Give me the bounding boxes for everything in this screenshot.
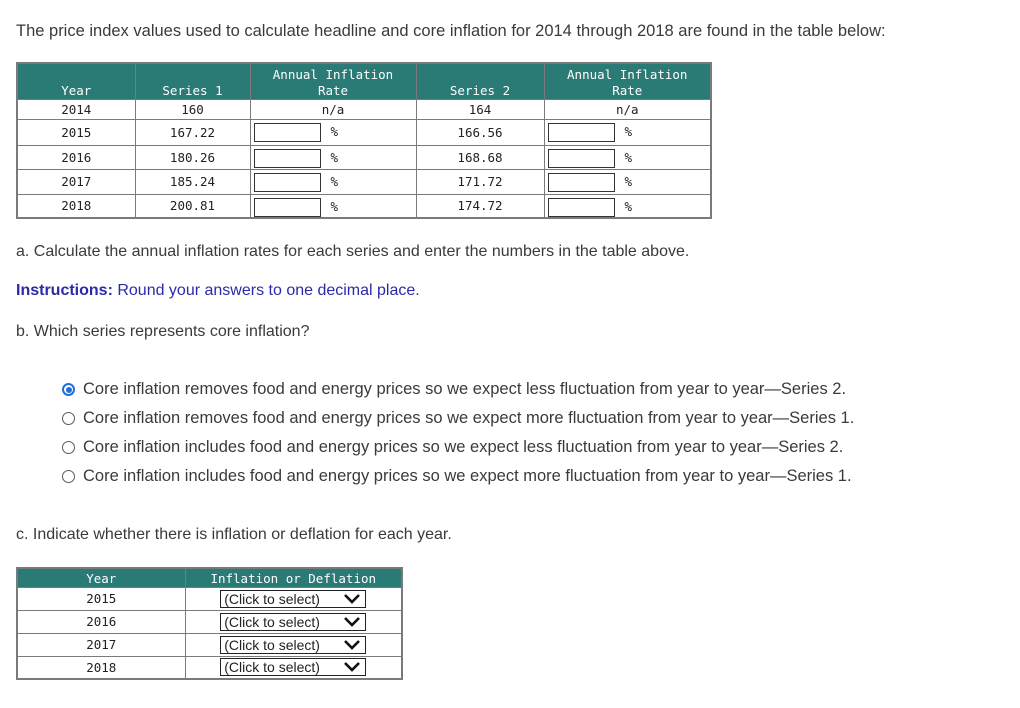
rate-1-cell <box>250 119 416 145</box>
rate-1-cell <box>250 145 416 169</box>
table-row <box>17 610 402 633</box>
rate-1-input-2016[interactable] <box>254 149 321 168</box>
radio-selected-icon[interactable] <box>62 383 75 396</box>
percent-sign: % <box>624 173 633 189</box>
question-c: c. Indicate whether there is inflation or deflation for each year. <box>16 526 452 543</box>
inflation-select-2017[interactable] <box>220 636 366 654</box>
price-index-table <box>16 62 712 219</box>
chevron-down-icon <box>343 661 361 673</box>
table-row <box>17 99 711 119</box>
option-3[interactable] <box>62 438 843 457</box>
year-cell: 2017 <box>17 169 135 194</box>
year-cell: 2015 <box>17 119 135 145</box>
rate-2-cell <box>544 145 711 169</box>
series-1-value: 167.22 <box>135 119 250 145</box>
year-cell: 2015 <box>17 587 185 610</box>
instructions <box>16 282 420 300</box>
header-series-1: Series 1 <box>135 63 250 99</box>
rate-1-input-2018[interactable] <box>254 198 321 217</box>
year-cell: 2016 <box>17 145 135 169</box>
select-cell <box>185 656 402 679</box>
rate-1-na: n/a <box>250 99 416 119</box>
series-2-value: 171.72 <box>416 169 544 194</box>
percent-sign: % <box>330 198 339 214</box>
option-1[interactable] <box>62 380 846 399</box>
percent-sign: % <box>624 149 633 165</box>
table-row <box>17 119 711 145</box>
rate-1-input-2017[interactable] <box>254 173 321 192</box>
rate-2-na: n/a <box>544 99 711 119</box>
percent-sign: % <box>330 173 339 189</box>
header-rate-2: Annual Inflation Rate <box>544 63 711 99</box>
series-2-value: 166.56 <box>416 119 544 145</box>
series-1-value: 185.24 <box>135 169 250 194</box>
intro-text: The price index values used to calculate headline and core inflation for 2014 through 2018 are found in the table below: <box>16 22 886 40</box>
header-rate-1: Annual Inflation Rate <box>250 63 416 99</box>
rate-2-input-2017[interactable] <box>548 173 615 192</box>
select-cell <box>185 587 402 610</box>
question-a: a. Calculate the annual inflation rates for each series and enter the numbers in the table above. <box>16 243 690 260</box>
inflation-select-2015[interactable] <box>220 590 366 608</box>
table-row <box>17 587 402 610</box>
year-cell: 2017 <box>17 633 185 656</box>
percent-sign: % <box>624 198 633 214</box>
rate-1-cell <box>250 169 416 194</box>
percent-sign: % <box>330 149 339 165</box>
option-4[interactable] <box>62 467 852 486</box>
table-row <box>17 169 711 194</box>
select-value: (Click to select) <box>224 659 320 676</box>
header-year: Year <box>17 63 135 99</box>
year-cell: 2016 <box>17 610 185 633</box>
select-value: (Click to select) <box>224 613 320 630</box>
inflation-select-2018[interactable] <box>220 658 366 676</box>
header-inflation-deflation: Inflation or Deflation <box>185 568 402 587</box>
select-value: (Click to select) <box>224 590 320 607</box>
series-1-value: 200.81 <box>135 194 250 218</box>
instructions-label: Instructions: <box>16 282 113 299</box>
header-series-2: Series 2 <box>416 63 544 99</box>
percent-sign: % <box>624 123 633 139</box>
rate-2-input-2018[interactable] <box>548 198 615 217</box>
radio-icon[interactable] <box>62 470 75 483</box>
option-label: Core inflation removes food and energy prices so we expect more fluctuation from year to year—Series 1. <box>83 409 855 427</box>
radio-icon[interactable] <box>62 441 75 454</box>
table-row <box>17 145 711 169</box>
inflation-select-2016[interactable] <box>220 613 366 631</box>
rate-1-input-2015[interactable] <box>254 123 321 142</box>
select-cell <box>185 633 402 656</box>
select-cell <box>185 610 402 633</box>
rate-1-cell <box>250 194 416 218</box>
table-row <box>17 656 402 679</box>
instructions-text: Round your answers to one decimal place. <box>112 282 420 299</box>
rate-2-input-2016[interactable] <box>548 149 615 168</box>
chevron-down-icon <box>343 616 361 628</box>
rate-2-cell <box>544 119 711 145</box>
rate-2-cell <box>544 194 711 218</box>
rate-2-input-2015[interactable] <box>548 123 615 142</box>
table-row <box>17 633 402 656</box>
chevron-down-icon <box>343 593 361 605</box>
inflation-table <box>16 567 403 680</box>
table-row <box>17 194 711 218</box>
select-value: (Click to select) <box>224 636 320 653</box>
series-1-value: 160 <box>135 99 250 119</box>
series-2-value: 174.72 <box>416 194 544 218</box>
header-year: Year <box>17 568 185 587</box>
option-label: Core inflation removes food and energy prices so we expect less fluctuation from year to year—Series 2. <box>83 380 847 398</box>
series-1-value: 180.26 <box>135 145 250 169</box>
series-2-value: 164 <box>416 99 544 119</box>
series-2-value: 168.68 <box>416 145 544 169</box>
year-cell: 2014 <box>17 99 135 119</box>
question-b: b. Which series represents core inflation? <box>16 323 310 340</box>
year-cell: 2018 <box>17 656 185 679</box>
percent-sign: % <box>330 123 339 139</box>
option-label: Core inflation includes food and energy prices so we expect more fluctuation from year to year—Series 1. <box>83 467 852 485</box>
radio-icon[interactable] <box>62 412 75 425</box>
option-2[interactable] <box>62 409 854 428</box>
rate-2-cell <box>544 169 711 194</box>
chevron-down-icon <box>343 639 361 651</box>
year-cell: 2018 <box>17 194 135 218</box>
option-label: Core inflation includes food and energy prices so we expect less fluctuation from year to year—Series 2. <box>83 438 844 456</box>
